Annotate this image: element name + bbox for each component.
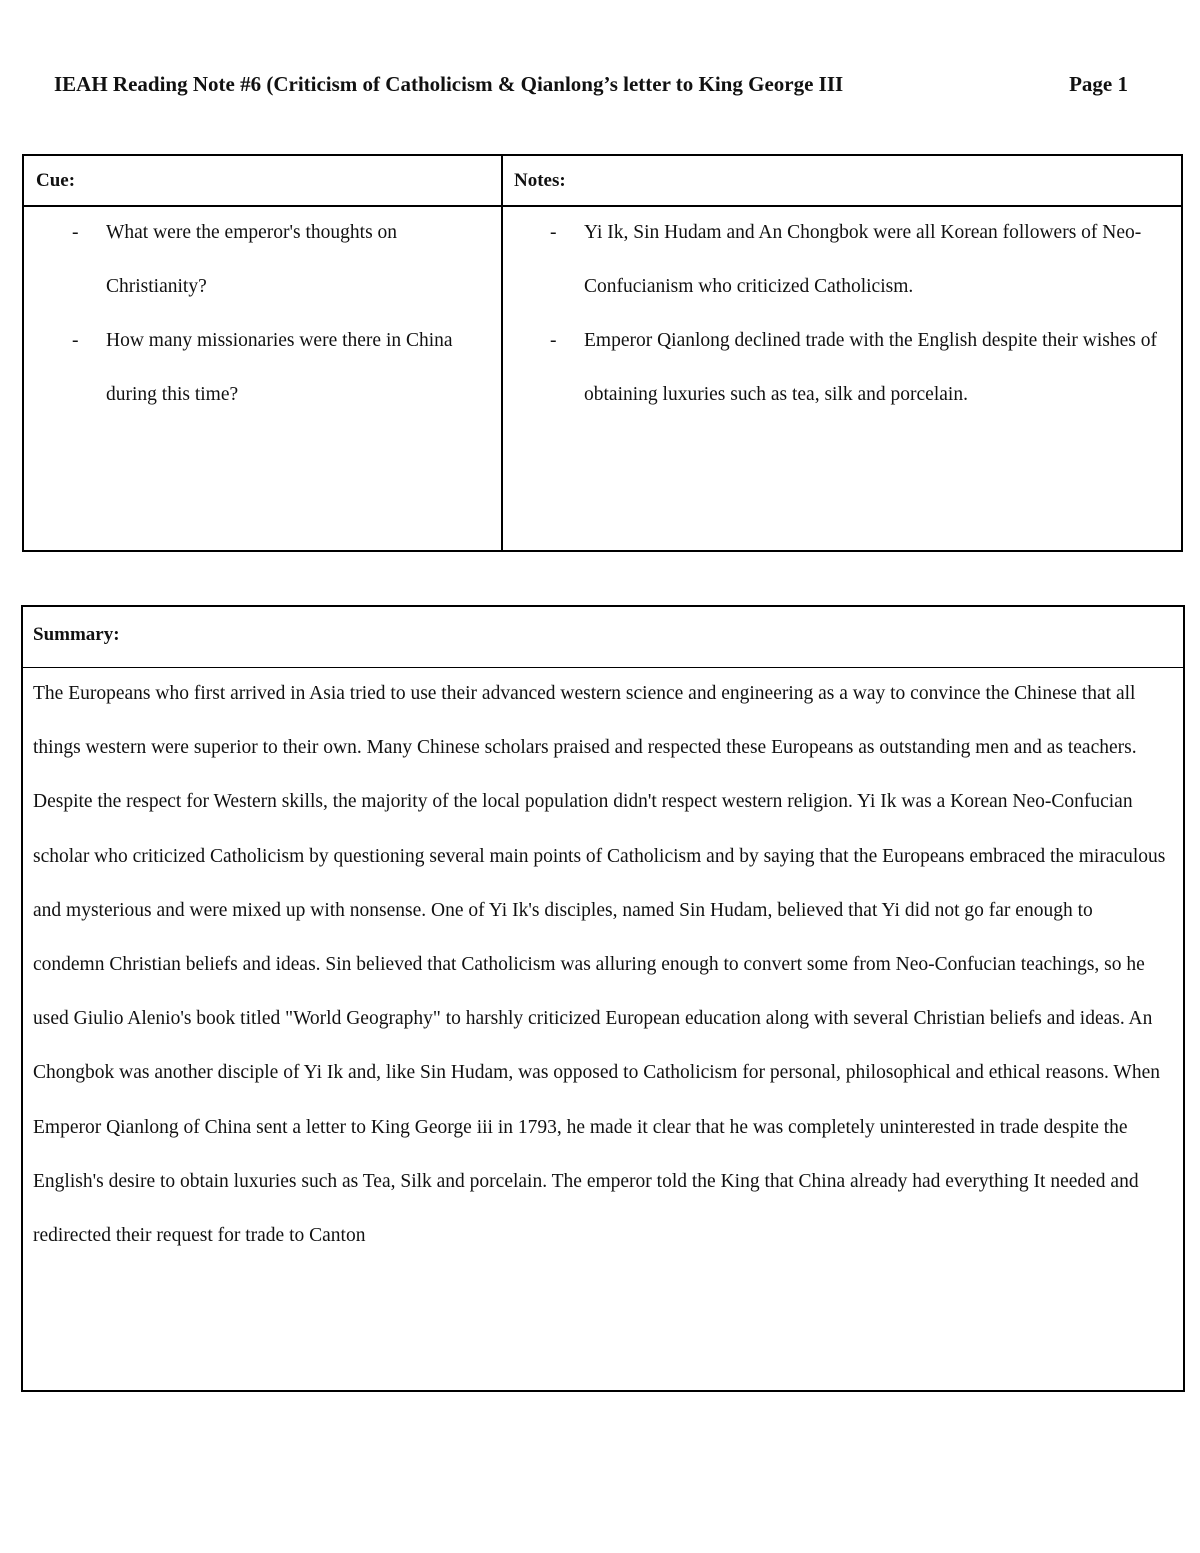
note-text: Yi Ik, Sin Hudam and An Chongbok were all Korean followers of Neo-Confucianism who criticized Catholicism. [584, 222, 1142, 297]
list-item [24, 314, 484, 422]
document-title: IEAH Reading Note #6 (Criticism of Catholicism & Qianlong’s letter to King George III [54, 72, 844, 96]
cue-heading: Cue: [36, 170, 76, 191]
notes-heading: Notes: [514, 170, 566, 191]
bullet-dash: - [72, 330, 79, 351]
bullet-dash: - [550, 222, 557, 243]
notes-list [502, 206, 1162, 422]
page-number: Page 1 [1069, 72, 1128, 96]
page-header [54, 72, 1128, 102]
note-text: Emperor Qianlong declined trade with the English despite their wishes of obtaining luxuries such as tea, silk and porcelain. [584, 330, 1157, 405]
cue-list [24, 206, 484, 422]
summary-table [21, 605, 1185, 1392]
bullet-dash: - [72, 222, 79, 243]
summary-paragraph: The Europeans who first arrived in Asia tried to use their advanced western science and engineering as a way to convince the Chinese that all things western were superior to their own. Many Chinese scholars praised and respected these Europeans as outstanding men and as teachers. Despite the respect for Western skills, the majority of the local population didn't respect western religion. Yi Ik was a Korean Neo-Confucian scholar who criticized Catholicism by questioning several main points of Catholicism and by saying that the Europeans embraced the miraculous and mysterious and were mixed up with nonsense. One of Yi Ik's disciples, named Sin Hudam, believed that Yi did not go far enough to condemn Christian beliefs and ideas. Sin believed that Catholicism was alluring enough to convert some from Neo-Confucian teachings, so he used Giulio Alenio's book titled "World Geography" to harshly criticized European education along with several Christian beliefs and ideas. An Chongbok was another disciple of Yi Ik and, like Sin Hudam, was opposed to Catholicism for personal, philosophical and ethical reasons. When Emperor Qianlong of China sent a letter to King George iii in 1793, he made it clear that he was completely uninterested in trade despite the English's desire to obtain luxuries such as Tea, Silk and porcelain. The emperor told the King that China already had everything It needed and redirected their request for trade to Canton [33, 683, 1166, 1247]
summary-heading: Summary: [33, 624, 120, 645]
list-item [502, 206, 1162, 314]
cue-question: How many missionaries were there in China during this time? [106, 330, 453, 405]
cue-notes-table [22, 154, 1183, 552]
cue-question: What were the emperor's thoughts on Christianity? [106, 222, 398, 297]
list-item [502, 314, 1162, 422]
list-item [24, 206, 484, 314]
bullet-dash: - [550, 330, 557, 351]
